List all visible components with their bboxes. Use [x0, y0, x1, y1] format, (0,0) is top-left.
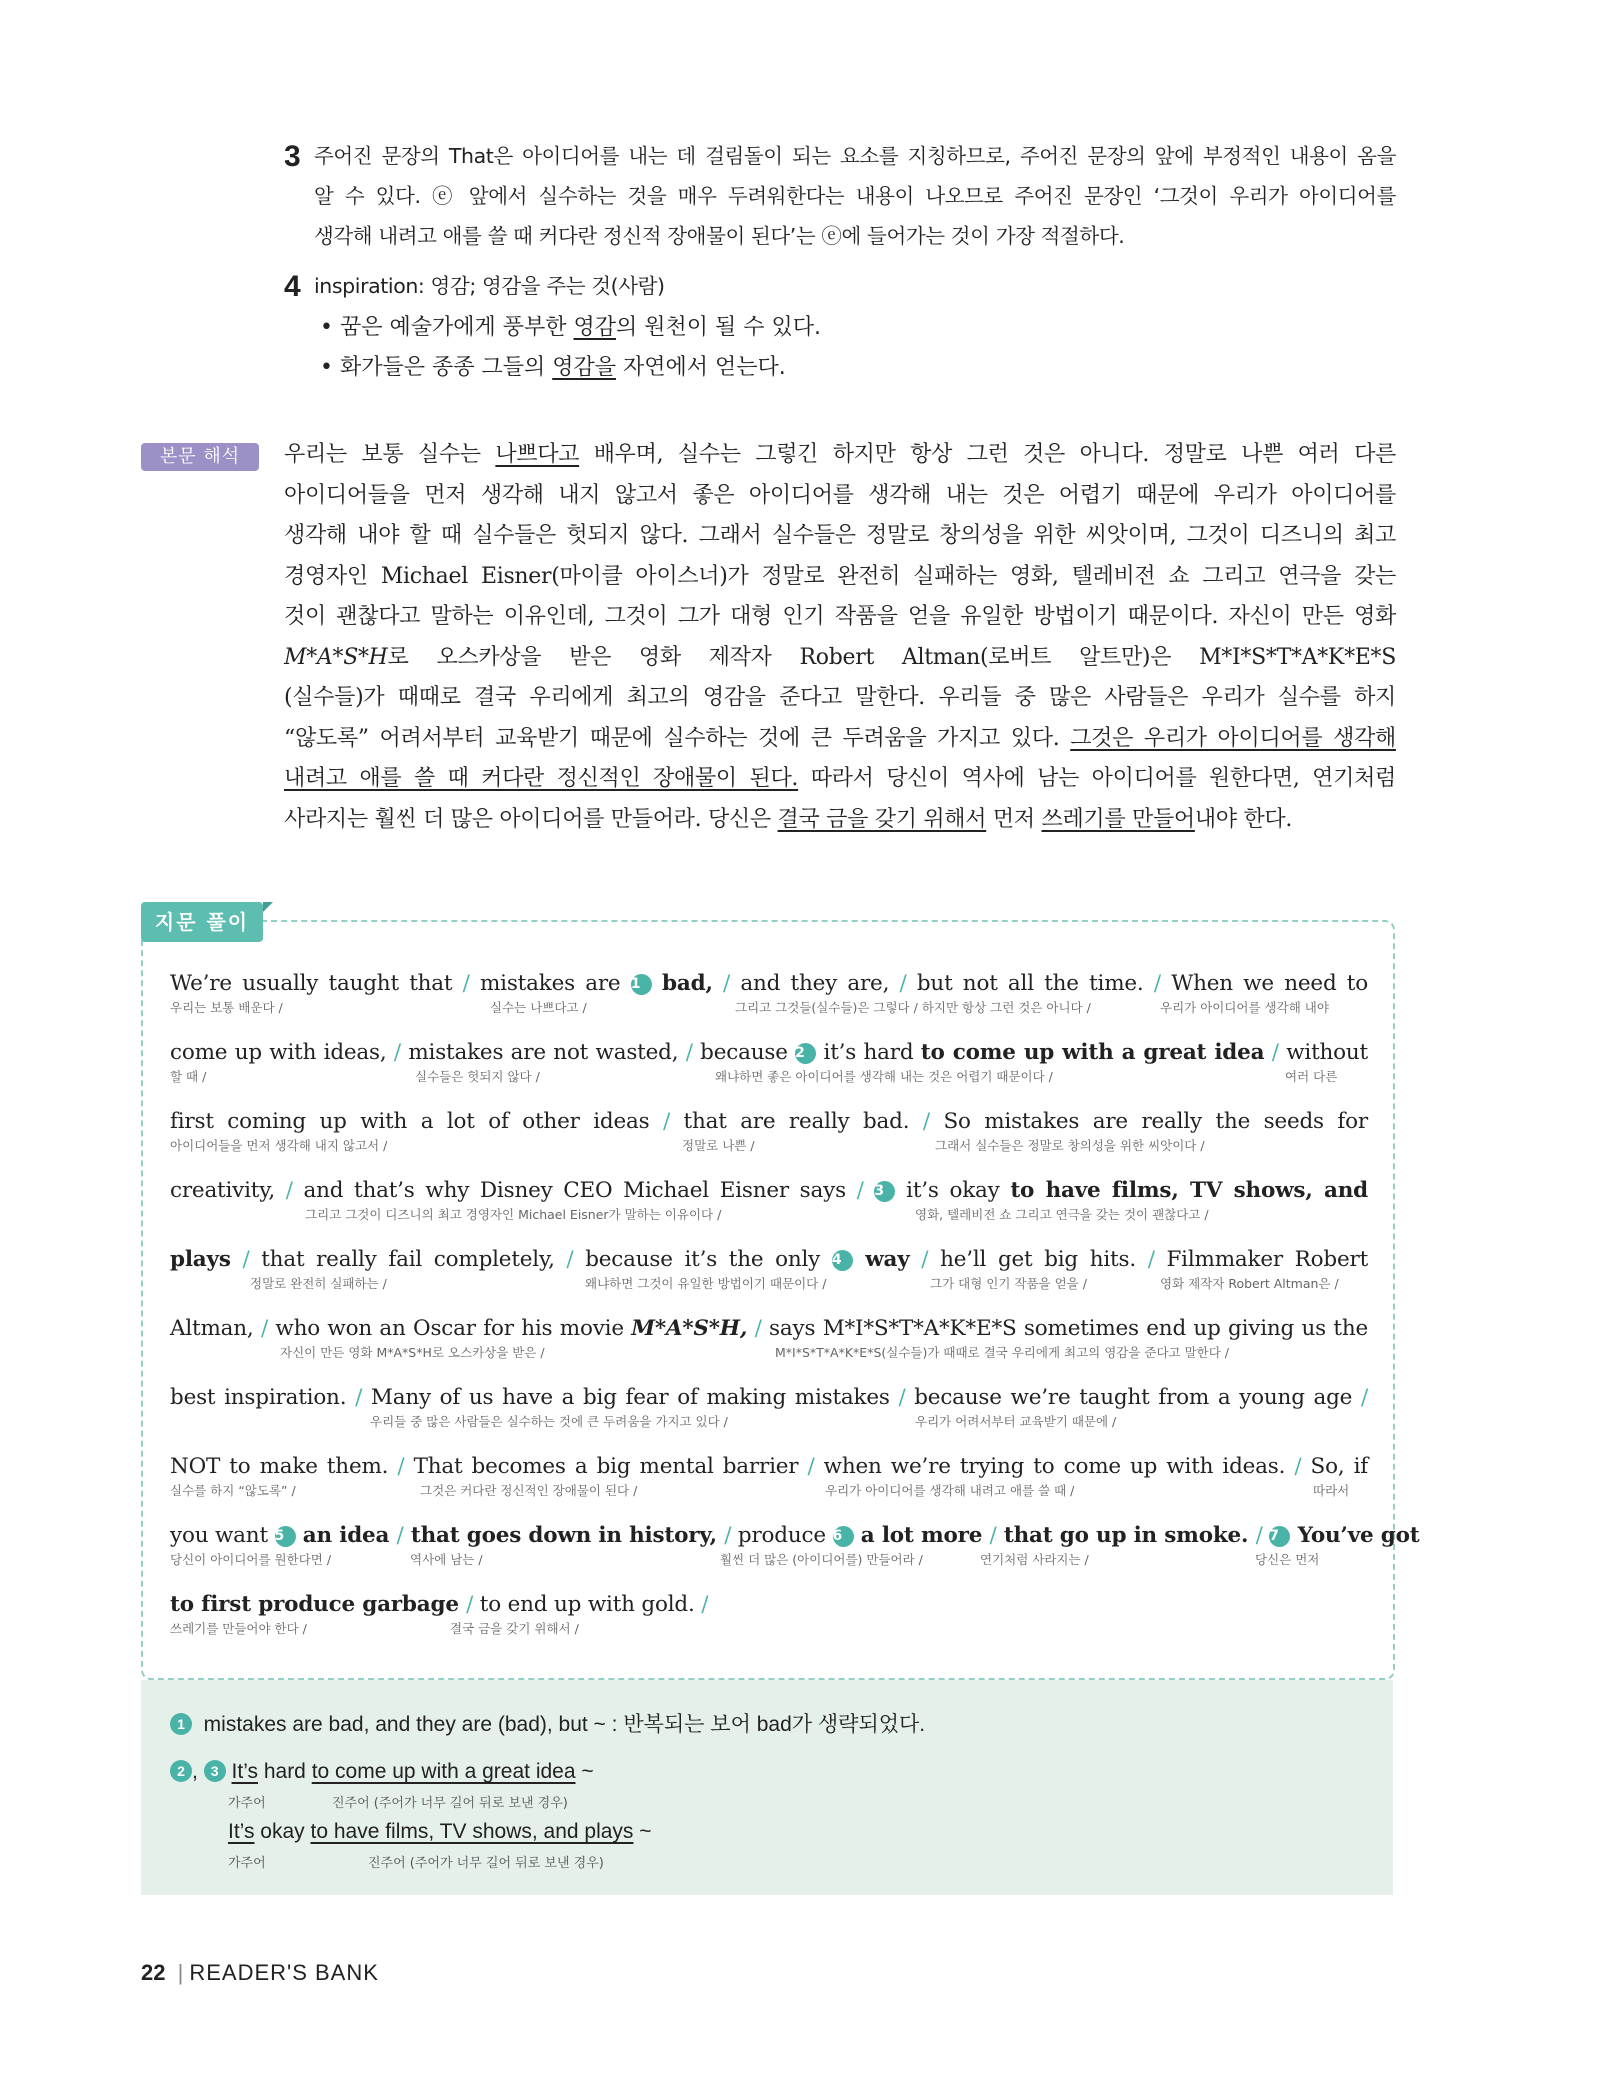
answer-4-example-1: • 꿈은 예술가에게 풍부한 영감의 원천이 될 수 있다. — [320, 315, 821, 340]
note-3: It’s okay to have films, TV shows, and plays ~ — [228, 1820, 652, 1843]
analysis-tag: 지문 풀이 — [141, 902, 263, 942]
analysis-row: best inspiration. / Many of us have a big fear of making mistakes / because we’re taught from a young age / 우리들 중 많은 사람들은 실수하는 것에 큰 두려움을 가지고 있다 / 우리가 어려서부터 교육받기 때문에 / — [170, 1385, 1368, 1429]
answer-4-heading: inspiration: 영감; 영감을 주는 것(사람) — [314, 274, 665, 298]
note-1: 1 mistakes are bad, and they are (bad), but ~ : 반복되는 보어 bad가 생략되었다. — [170, 1708, 925, 1738]
analysis-row: plays / that really fail completely, / because it’s the only 4 way / he’ll get big hits. / Filmmaker Robert 정말로 완전히 실패하는 / 왜냐하면 그것이 유일한 방법이기 때문이다 / 그가 대형 인기 작품을 얻을 / 영화 제작자 Robert Altman은 / — [170, 1247, 1369, 1291]
note-2: 2 , 3 It’s hard to come up with a great idea ~ — [170, 1760, 594, 1784]
note-2-label-2: 진주어 (주어가 너무 길어 뒤로 보낸 경우) — [332, 1796, 568, 1811]
analysis-row: to first produce garbage / to end up with gold. / 쓰레기를 만들어야 한다 / 결국 금을 갖기 위해서 / — [170, 1592, 709, 1636]
answer-number-3: 3 — [284, 140, 301, 173]
answer-3-line-2: 알 수 있다. ⓔ 앞에서 실수하는 것을 매우 두려워한다는 내용이 나오므로 주어진 문장인 ‘그것이 우리가 아이디어를 — [314, 184, 1396, 208]
analysis-row: you want 5 an idea / that goes down in history, / produce 6 a lot more / that go up in smoke. / 7 You’ve got 당신이 아이디어를 원한다면 / 역사에 남는 / 훨씬 더 많은 (아이디어를) 만들어라 / 연기처럼 사라지는 / 당신은 먼저 — [170, 1523, 1420, 1567]
page-footer: 22 | READER'S BANK — [141, 1960, 379, 1985]
page-number: 22 — [141, 1960, 166, 1985]
translation-paragraph: 우리는 보통 실수는 나쁘다고 배우며, 실수는 그렇긴 하지만 항상 그런 것은 아니다. 정말로 나쁜 여러 다른 아이디어들을 먼저 생각해 내지 않고서 좋은 아이디어를 생각해 내는 것은 어렵기 때문에 우리가 아이디어를 생각해 내야 할 때 실수들은 헛되지 않다. 그래서 실수들은 정말로 창의성을 위한 씨앗이며, 그것이 디즈니의 최고 경영자인 Michael Eisner(마이클 아이스너)가 정말로 완전히 실패하는 영화, 텔레비전 쇼 그리고 연극을 갖는 것이 괜찮다고 말하는 이유인데, 그것이 그가 대형 인기 작품을 얻을 유일한 방법이기 때문이다. 자신이 만든 영화 M*A*S*H로 오스카상을 받은 영화 제작자 Robert Altman(로버트 알트만)은 M*I*S*T*A*K*E*S (실수들)가 때때로 결국 우리에게 최고의 영감을 준다고 말한다. 우리들 중 많은 사람들은 우리가 실수를 하지 “않도록” 어려서부터 교육받기 때문에 실수하는 것에 큰 두려움을 가지고 있다. 그것은 우리가 아이디어를 생각해 내려고 애를 쓸 때 커다란 정신적인 장애물이 된다. 따라서 당신이 역사에 남는 아이디어를 원한다면, 연기처럼 사라지는 훨씬 더 많은 아이디어를 만들어라. 당신은 결국 금을 갖기 위해서 먼저 쓰레기를 만들어내야 한다. — [284, 442, 1396, 832]
analysis-row: NOT to make them. / That becomes a big mental barrier / when we’re trying to come up with ideas. / So, if 실수를 하지 “않도록” / 그것은 커다란 정신적인 장애물이 된다 / 우리가 아이디어를 생각해 내려고 애를 쓸 때 / 따라서 — [170, 1454, 1369, 1498]
circle-number: 3 — [204, 1760, 226, 1782]
note-3-label-1: 가주어 — [228, 1856, 266, 1871]
analysis-row: creativity, / and that’s why Disney CEO Michael Eisner says / 3 it’s okay to have films, TV shows, and 그리고 그것이 디즈니의 최고 경영자인 Michael Eisner가 말하는 이유이다 / 영화, 텔레비전 쇼 그리고 연극을 갖는 것이 괜찮다고 / — [170, 1178, 1368, 1222]
circle-number: 7 — [1269, 1526, 1290, 1547]
answer-4-example-2: • 화가들은 종종 그들의 영감을 자연에서 얻는다. — [320, 355, 786, 380]
analysis-row: first coming up with a lot of other ideas / that are really bad. / So mistakes are really the seeds for 아이디어들을 먼저 생각해 내지 않고서 / 정말로 나쁜 / 그래서 실수들은 정말로 창의성을 위한 씨앗이다 / — [170, 1109, 1368, 1153]
circle-number: 2 — [170, 1760, 192, 1782]
analysis-row: Altman, / who won an Oscar for his movie M*A*S*H, / says M*I*S*T*A*K*E*S sometimes end up giving us the 자신이 만든 영화 M*A*S*H로 오스카상을 받은 / M*I*S*T*A*K*E*S(실수들)가 때때로 결국 우리에게 최고의 영감을 준다고 말한다 / — [170, 1316, 1368, 1360]
circle-number: 4 — [832, 1250, 853, 1271]
answer-3-line-1: 주어진 문장의 That은 아이디어를 내는 데 걸림돌이 되는 요소를 지칭하므로, 주어진 문장의 앞에 부정적인 내용이 옴을 — [314, 144, 1396, 168]
circle-number: 5 — [275, 1526, 296, 1547]
translation-tag: 본문 해석 — [141, 443, 259, 471]
analysis-row: come up with ideas, / mistakes are not wasted, / because 2 it’s hard to come up with a great idea / without 할 때 / 실수들은 헛되지 않다 / 왜냐하면 좋은 아이디어를 생각해 내는 것은 어렵기 때문이다 / 여러 다른 — [170, 1040, 1368, 1084]
note-3-label-2: 진주어 (주어가 너무 길어 뒤로 보낸 경우) — [368, 1856, 604, 1871]
answer-3-line-3: 생각해 내려고 애를 쓸 때 커다란 정신적 장애물이 된다’는 ⓔ에 들어가는 것이 가장 적절하다. — [314, 224, 1125, 248]
circle-number: 1 — [170, 1713, 192, 1735]
circle-number: 6 — [833, 1526, 854, 1547]
note-2-label-1: 가주어 — [228, 1796, 266, 1811]
circle-number: 2 — [795, 1043, 816, 1064]
analysis-row: We’re usually taught that / mistakes are 1 bad, / and they are, / but not all the time. / When we need to 우리는 보통 배운다 / 실수는 나쁘다고 / 그리고 그것들(실수들)은 그렇다 / 하지만 항상 그런 것은 아니다 / 우리가 아이디어를 생각해 내야 — [170, 971, 1368, 1015]
book-title: READER'S BANK — [189, 1960, 379, 1985]
answer-number-4: 4 — [284, 270, 301, 303]
circle-number: 1 — [631, 974, 652, 995]
circle-number: 3 — [874, 1181, 895, 1202]
